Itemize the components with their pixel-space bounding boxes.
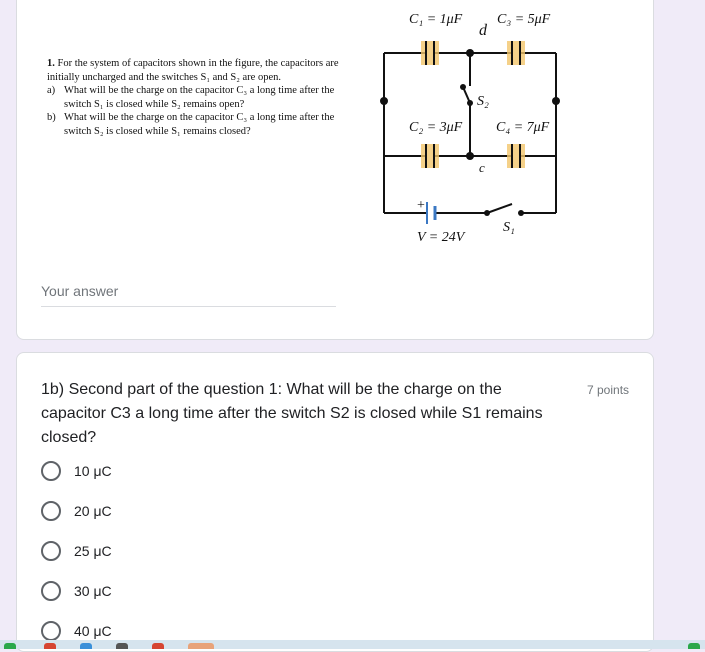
label-node-c: c xyxy=(479,160,485,175)
label-voltage: V = 24V xyxy=(417,230,465,245)
label-node-d: d xyxy=(479,22,487,39)
problem-intro: For the system of capacitors shown in the figure, the capacitors are initially uncharged and the switches S₁ and S₂ are open. xyxy=(47,58,339,83)
option-label: 30 μC xyxy=(74,583,112,599)
label-plus: + xyxy=(417,198,425,213)
problem-number: 1. xyxy=(47,58,55,69)
taskbar xyxy=(0,640,705,649)
problem-part-b xyxy=(47,111,362,138)
label-c1: C₁ = 1μF xyxy=(409,12,463,27)
part-b-text: What will be the charge on the capacitor C₃ a long time after the switch S₂ is closed while S₁ remains closed? xyxy=(64,112,335,137)
label-c4: C₄ = 7μF xyxy=(496,120,550,135)
app-icon[interactable] xyxy=(80,643,92,649)
option-label: 10 μC xyxy=(74,463,112,479)
label-c2: C₂ = 3μF xyxy=(409,120,463,135)
option-label: 20 μC xyxy=(74,503,112,519)
radio-button[interactable] xyxy=(41,621,61,641)
option-30uc[interactable] xyxy=(41,571,112,611)
radio-button[interactable] xyxy=(41,461,61,481)
app-icon[interactable] xyxy=(152,643,164,649)
question-title: 1b) Second part of the question 1: What will be the charge on the capacitor C3 a long time after the switch S2 is closed while S1 remains closed? xyxy=(41,381,543,446)
question-card-1 xyxy=(16,0,654,340)
problem-statement xyxy=(47,57,362,138)
circuit-diagram xyxy=(379,1,579,251)
radio-button[interactable] xyxy=(41,501,61,521)
part-a-text: What will be the charge on the capacitor C₃ a long time after the switch S₁ is closed while S₂ remains open? xyxy=(64,85,335,110)
app-icon[interactable] xyxy=(116,643,128,649)
capacitor-c4 xyxy=(507,144,525,168)
app-icon[interactable] xyxy=(44,643,56,649)
part-b-label: b) xyxy=(47,112,56,123)
battery xyxy=(427,202,435,224)
app-icon[interactable] xyxy=(188,643,214,649)
answer-input[interactable]: Your answer xyxy=(41,283,336,307)
capacitor-c2 xyxy=(421,144,439,168)
part-a-label: a) xyxy=(47,85,56,96)
app-icon[interactable] xyxy=(688,643,700,649)
label-c3: C₃ = 5μF xyxy=(497,12,551,27)
radio-button[interactable] xyxy=(41,541,61,561)
question-card-2 xyxy=(16,352,654,652)
label-s2: S₂ xyxy=(477,94,489,109)
label-s1: S₁ xyxy=(503,220,515,235)
points-label: 7 points xyxy=(587,383,630,397)
capacitor-c3 xyxy=(507,41,525,65)
app-icon[interactable] xyxy=(4,643,16,649)
options-list xyxy=(41,451,112,651)
problem-part-a xyxy=(47,84,362,111)
capacitor-c1 xyxy=(421,41,439,65)
option-25uc[interactable] xyxy=(41,531,112,571)
option-label: 40 μC xyxy=(74,623,112,639)
radio-button[interactable] xyxy=(41,581,61,601)
option-label: 25 μC xyxy=(74,543,112,559)
option-20uc[interactable] xyxy=(41,491,112,531)
option-10uc[interactable] xyxy=(41,451,112,491)
